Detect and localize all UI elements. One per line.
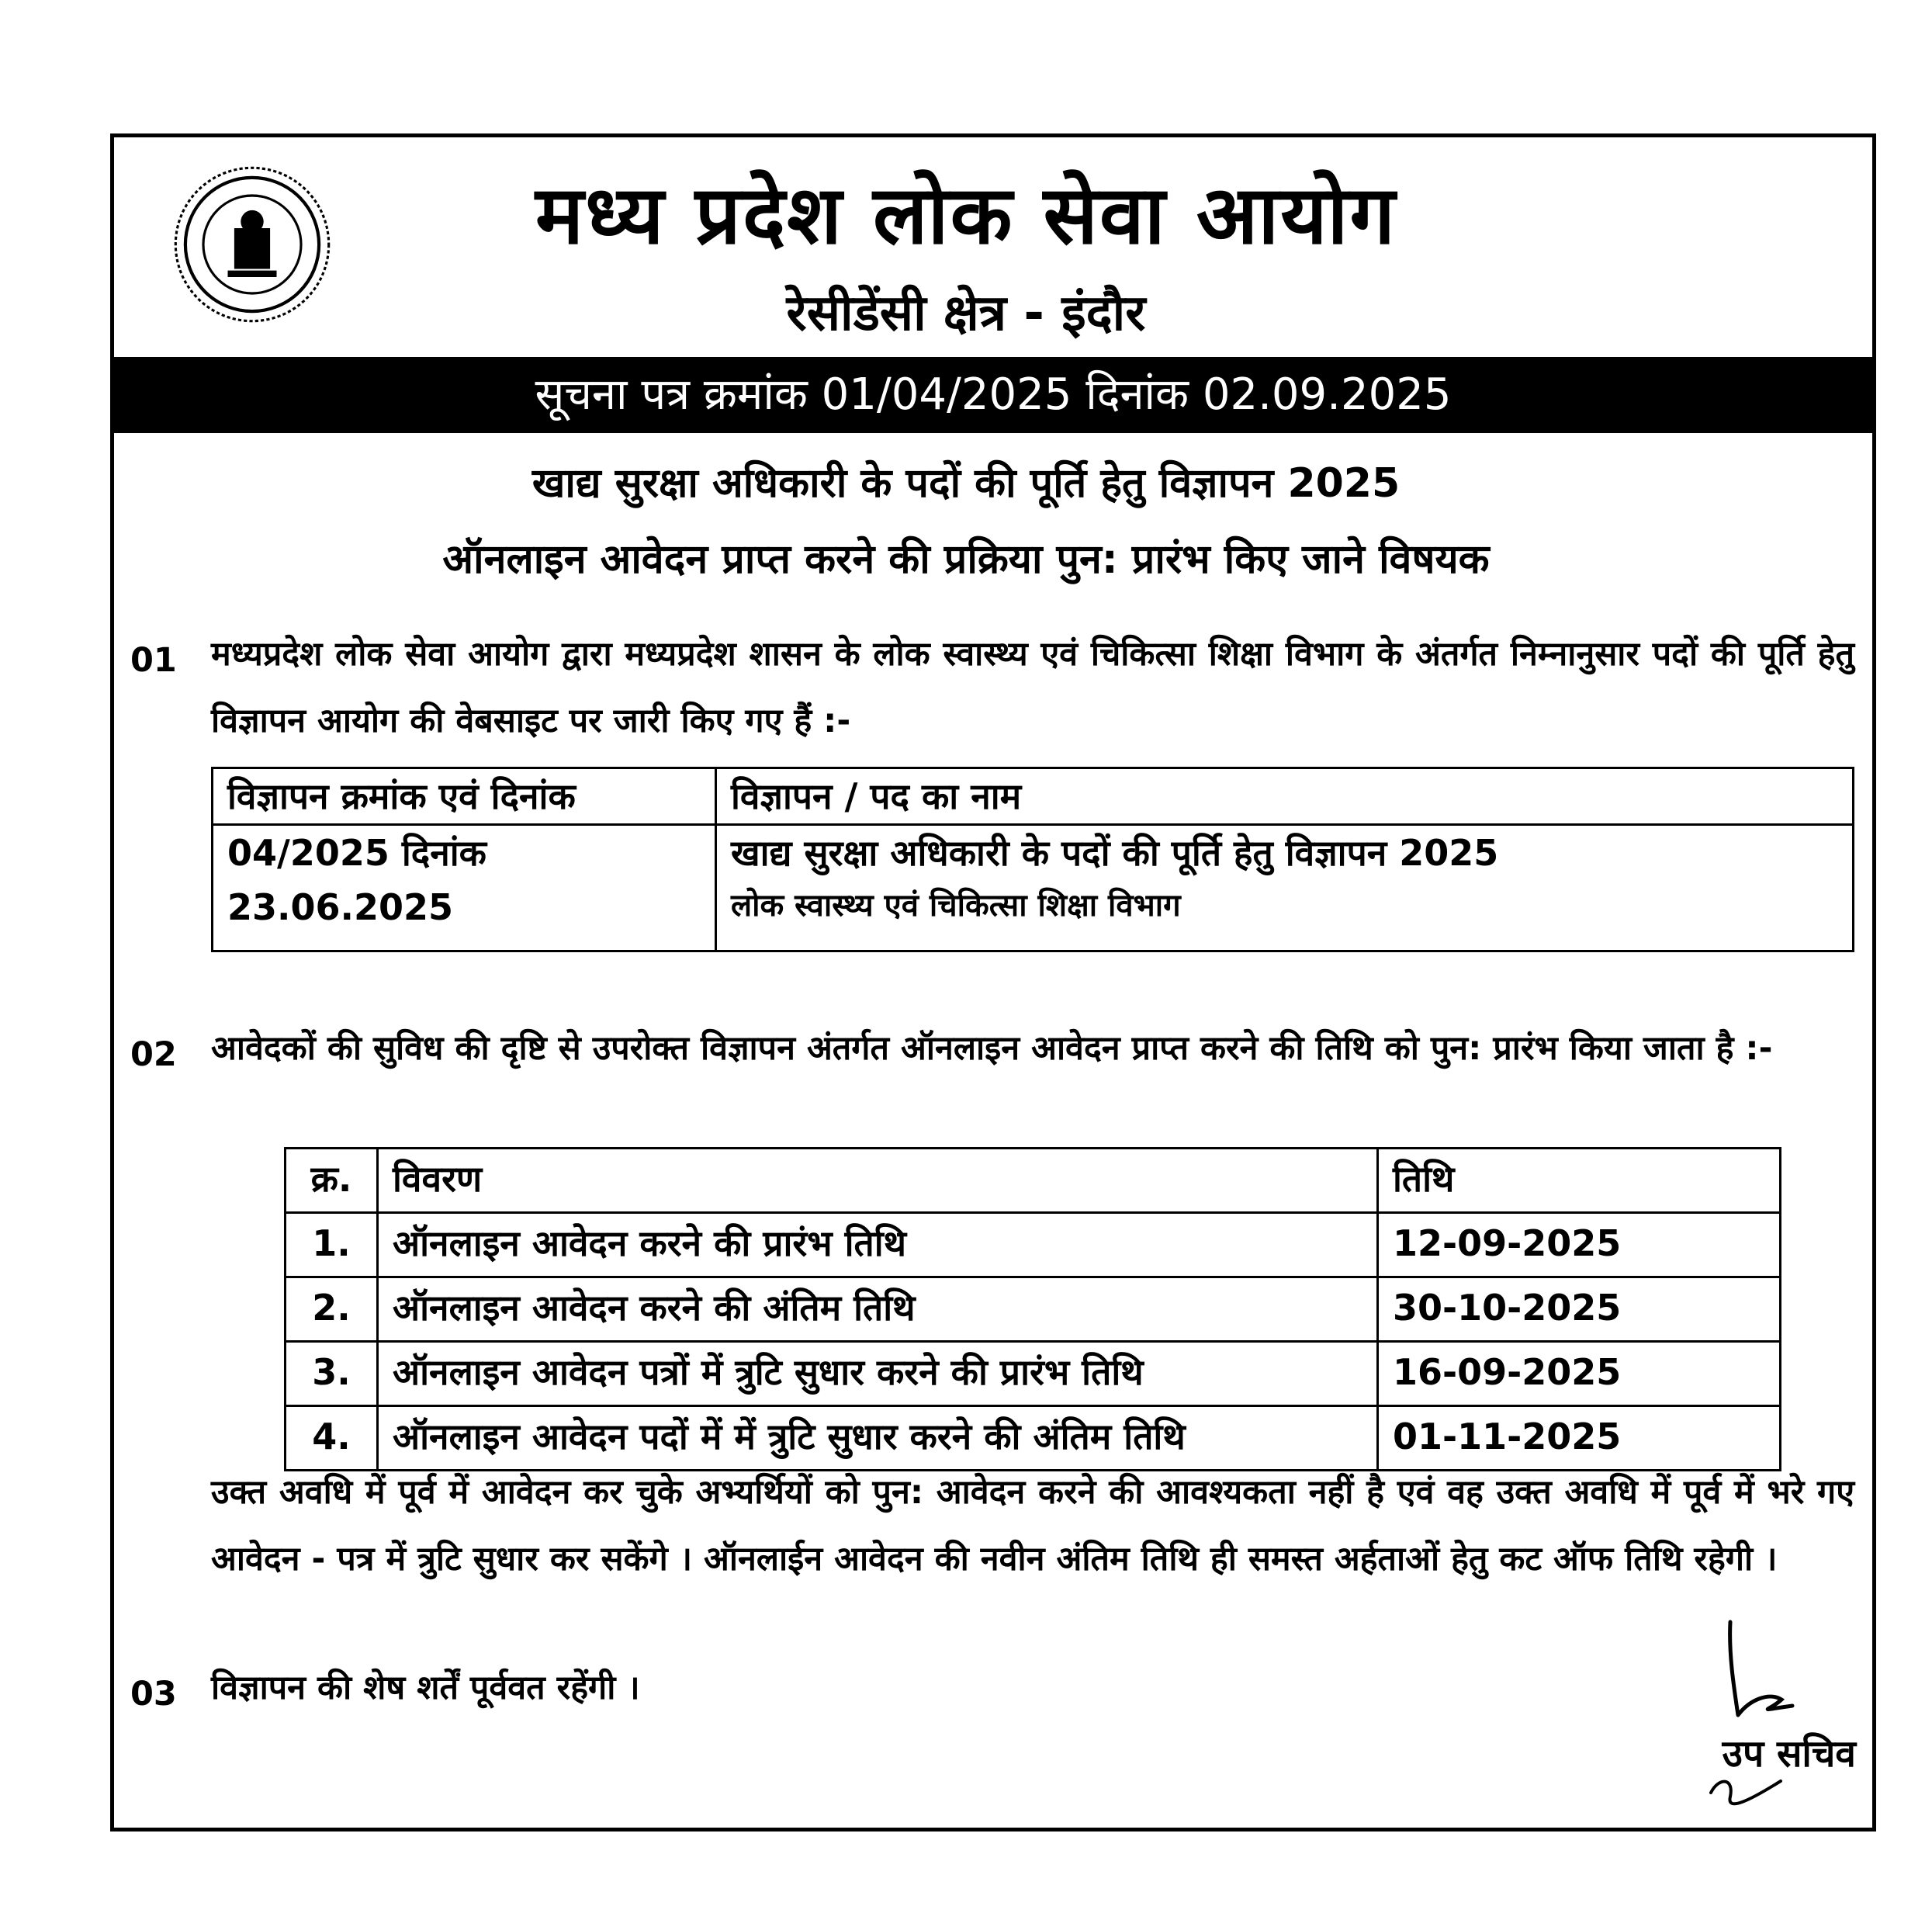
initial-mark [1703,1769,1788,1816]
ad-table-header-number: विज्ञापन क्रमांक एवं दिनांक [213,768,716,825]
schedule-header-serial: क्र. [286,1149,378,1213]
ad-table-header-name: विज्ञापन / पद का नाम [716,768,1854,825]
para-2-text: आवेदकों की सुविध की दृष्टि से उपरोक्त विज्ञापन अंतर्गत ऑनलाइन आवेदन प्राप्त करने की तिथि को पुन: प्रारंभ किया जाता है :- [211,1029,1773,1068]
schedule-description: ऑनलाइन आवेदन करने की अंतिम तिथि [378,1277,1378,1342]
ad-name: खाद्य सुरक्षा अधिकारी के पदों की पूर्ति हेतु विज्ञापन 2025 [731,832,1499,874]
para-1-number: 01 [130,641,177,680]
signature-mark [1707,1614,1816,1723]
signatory-designation: उप सचिव [1722,1732,1856,1776]
para-3-number: 03 [130,1675,177,1714]
schedule-header-description: विवरण [378,1149,1378,1213]
table-row [286,1277,1781,1342]
table-row [286,1213,1781,1277]
notice-number-bar: सूचना पत्र क्रमांक 01/04/2025 दिनांक 02.09.2025 [110,357,1876,433]
schedule-date: 16-09-2025 [1378,1342,1781,1406]
subject-line-1: खाद्य सुरक्षा अधिकारी के पदों की पूर्ति हेतु विज्ञापन 2025 [531,460,1401,507]
subject-line-2: ऑनलाइन आवेदन प्राप्त करने की प्रक्रिया पुन: प्रारंभ किए जाने विषयक [442,536,1490,583]
schedule-description: ऑनलाइन आवेदन करने की प्रारंभ तिथि [378,1213,1378,1277]
office-location: रेसीडेंसी क्षेत्र - इंदौर [786,285,1146,342]
schedule-description: ऑनलाइन आवेदन पत्रों में त्रुटि सुधार करने की प्रारंभ तिथि [378,1342,1378,1406]
schedule-serial: 4. [286,1406,378,1471]
schedule-serial: 3. [286,1342,378,1406]
para-3-text: विज्ञापन की शेष शर्तें पूर्ववत रहेंगी । [211,1669,640,1707]
schedule-serial: 2. [286,1277,378,1342]
schedule-date: 01-11-2025 [1378,1406,1781,1471]
advertisement-table [211,767,1854,952]
schedule-serial: 1. [286,1213,378,1277]
organization-name: मध्य प्रदेश लोक सेवा आयोग [535,168,1397,262]
schedule-table [284,1147,1781,1471]
schedule-header-date: तिथि [1378,1149,1781,1213]
schedule-date: 12-09-2025 [1378,1213,1781,1277]
ad-department: लोक स्वास्थ्य एवं चिकित्सा शिक्षा विभाग [731,888,1181,924]
schedule-description: ऑनलाइन आवेदन पदों में में त्रुटि सुधार करने की अंतिम तिथि [378,1406,1378,1471]
schedule-date: 30-10-2025 [1378,1277,1781,1342]
para-2-note: उक्त अवधि में पूर्व में आवेदन कर चुके अभ्यर्थियों को पुन: आवेदन करने की आवश्यकता नहीं है एवं वह उक्त अवधि में पूर्व में भरे गए आवेदन - पत्र में त्रुटि सुधार कर सकेंगे । ऑनलाईन आवेदन की नवीन अंतिम तिथि ही समस्त अर्हताओं हेतु कट ऑफ तिथि रहेगी । [211,1473,1854,1579]
para-2-number: 02 [130,1035,177,1074]
table-row [286,1342,1781,1406]
ad-number-cell: 04/2025 दिनांक 23.06.2025 [213,825,716,951]
para-1-text: मध्यप्रदेश लोक सेवा आयोग द्वारा मध्यप्रदेश शासन के लोक स्वास्थ्य एवं चिकित्सा शिक्षा विभाग के अंतर्गत निम्नानुसार पदों की पूर्ति हेतु विज्ञापन आयोग की वेबसाइट पर जारी किए गए हैं :- [211,635,1854,740]
ad-name-cell [716,825,1854,951]
